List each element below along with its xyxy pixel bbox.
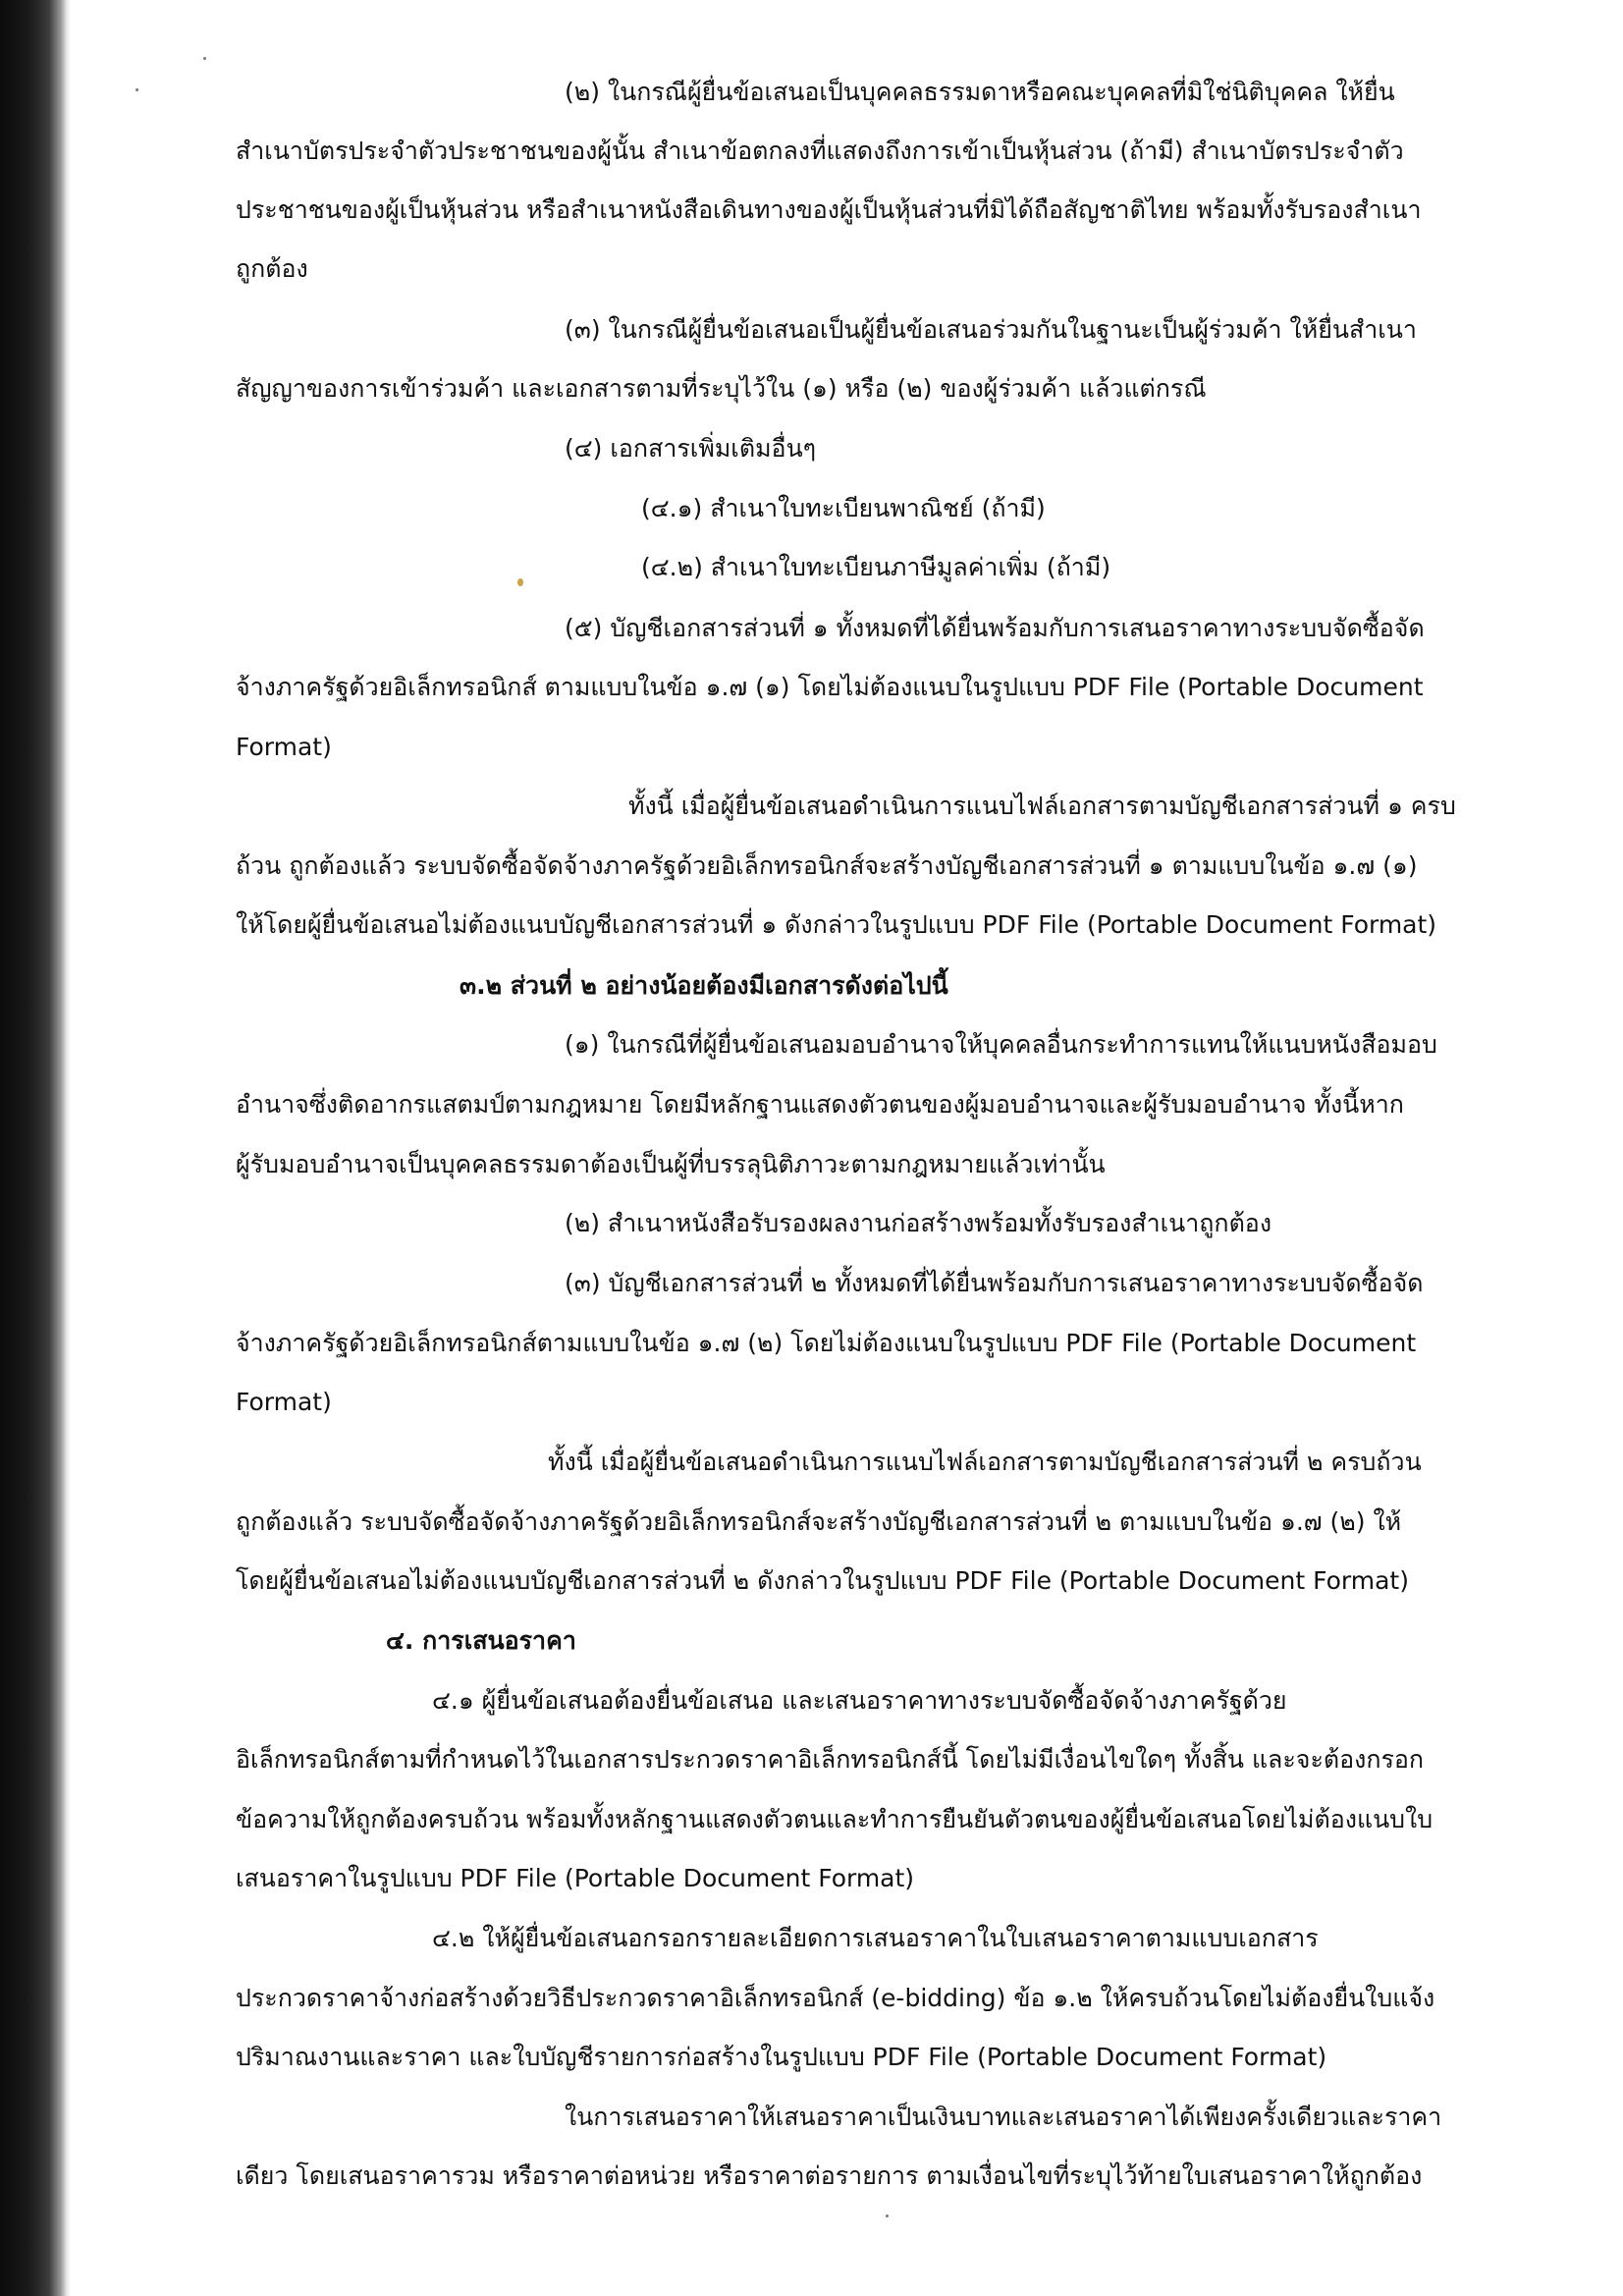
- text-line: จ้างภาครัฐด้วยอิเล็กทรอนิกส์ ตามแบบในข้อ ๑.๗ (๑) โดยไม่ต้องแนบในรูปแบบ PDF File (Portable Document: [236, 673, 1424, 701]
- note-part1-line: ทั้งนี้ เมื่อผู้ยื่นข้อเสนอดำเนินการแนบไฟล์เอกสารตามบัญชีเอกสารส่วนที่ ๑ ครบ: [628, 792, 1456, 820]
- text-line: ถูกต้องแล้ว ระบบจัดซื้อจัดจ้างภาครัฐด้วยอิเล็กทรอนิกส์จะสร้างบัญชีเอกสารส่วนที่ ๒ ตามแบบในข้อ ๑.๗ (๒) ให้: [236, 1507, 1402, 1536]
- scan-speck: [886, 2214, 889, 2217]
- part2-item-3-line: (๓) บัญชีเอกสารส่วนที่ ๒ ทั้งหมดที่ได้ยื่นพร้อมกับการเสนอราคาทางระบบจัดซื้อจัด: [565, 1269, 1424, 1297]
- item-2-heading-line: (๒) ในกรณีผู้ยื่นข้อเสนอเป็นบุคคลธรรมดาหรือคณะบุคคลที่มิใช่นิติบุคคล ให้ยื่น: [565, 78, 1395, 106]
- section-4-2-line: ๔.๒ ให้ผู้ยื่นข้อเสนอกรอกรายละเอียดการเสนอราคาในใบเสนอราคาตามแบบเอกสาร: [432, 1924, 1319, 1952]
- item-3-heading-line: (๓) ในกรณีผู้ยื่นข้อเสนอเป็นผู้ยื่นข้อเสนอร่วมกันในฐานะเป็นผู้ร่วมค้า ให้ยื่นสำเนา: [565, 315, 1417, 344]
- item-4-1-line: (๔.๑) สำเนาใบทะเบียนพาณิชย์ (ถ้ามี): [641, 494, 1046, 522]
- part2-item-1-line: (๑) ในกรณีที่ผู้ยื่นข้อเสนอมอบอำนาจให้บุคคลอื่นกระทำการแทนให้แนบหนังสือมอบ: [565, 1030, 1437, 1059]
- bid-currency-line: ในการเสนอราคาให้เสนอราคาเป็นเงินบาทและเสนอราคาได้เพียงครั้งเดียวและราคา: [565, 2103, 1442, 2131]
- section-4-heading: ๔. การเสนอราคา: [386, 1626, 576, 1655]
- scan-speck: [135, 88, 138, 91]
- text-line: อำนาจซึ่งติดอากรแสตมป์ตามกฎหมาย โดยมีหลักฐานแสดงตัวตนของผู้มอบอำนาจและผู้รับมอบอำนาจ ทั้งนี้หาก: [236, 1090, 1404, 1119]
- text-line: อิเล็กทรอนิกส์ตามที่กำหนดไว้ในเอกสารประกวดราคาอิเล็กทรอนิกส์นี้ โดยไม่มีเงื่อนไขใดๆ ทั้งสิ้น และจะต้องกรอก: [236, 1745, 1425, 1774]
- text-line: โดยผู้ยื่นข้อเสนอไม่ต้องแนบบัญชีเอกสารส่วนที่ ๒ ดังกล่าวในรูปแบบ PDF File (Portable Document Format): [236, 1566, 1409, 1595]
- text-line: เดียว โดยเสนอราคารวม หรือราคาต่อหน่วย หรือราคาต่อรายการ ตามเงื่อนไขที่ระบุไว้ท้ายใบเสนอราคาให้ถูกต้อง: [236, 2161, 1423, 2190]
- item-4-2-line: (๔.๒) สำเนาใบทะเบียนภาษีมูลค่าเพิ่ม (ถ้ามี): [641, 553, 1111, 581]
- text-line: ข้อความให้ถูกต้องครบถ้วน พร้อมทั้งหลักฐานแสดงตัวตนและทำการยืนยันตัวตนของผู้ยื่นข้อเสนอโดยไม่ต้องแนบใบ: [236, 1805, 1434, 1833]
- text-line: ประชาชนของผู้เป็นหุ้นส่วน หรือสำเนาหนังสือเดินทางของผู้เป็นหุ้นส่วนที่มิได้ถือสัญชาติไทย พร้อมทั้งรับรองสำเนา: [236, 195, 1422, 224]
- section-4-1-line: ๔.๑ ผู้ยื่นข้อเสนอต้องยื่นข้อเสนอ และเสนอราคาทางระบบจัดซื้อจัดจ้างภาครัฐด้วย: [432, 1686, 1287, 1715]
- text-line: ประกวดราคาจ้างก่อสร้างด้วยวิธีประกวดราคาอิเล็กทรอนิกส์ (e-bidding) ข้อ ๑.๒ ให้ครบถ้วนโดยไม่ต้องยื่นใบแจ้ง: [236, 1984, 1435, 2012]
- part2-item-2-line: (๒) สำเนาหนังสือรับรองผลงานก่อสร้างพร้อมทั้งรับรองสำเนาถูกต้อง: [565, 1209, 1272, 1237]
- text-line: ปริมาณงานและราคา และใบบัญชีรายการก่อสร้างในรูปแบบ PDF File (Portable Document Format): [236, 2043, 1327, 2071]
- text-line: สัญญาของการเข้าร่วมค้า และเอกสารตามที่ระบุไว้ใน (๑) หรือ (๒) ของผู้ร่วมค้า แล้วแต่กรณี: [236, 374, 1207, 403]
- text-line: ถูกต้อง: [236, 254, 308, 283]
- note-part2-line: ทั้งนี้ เมื่อผู้ยื่นข้อเสนอดำเนินการแนบไฟล์เอกสารตามบัญชีเอกสารส่วนที่ ๒ ครบถ้วน: [548, 1448, 1422, 1476]
- item-4-heading-line: (๔) เอกสารเพิ่มเติมอื่นๆ: [565, 434, 817, 463]
- text-line: สำเนาบัตรประจำตัวประชาชนของผู้นั้น สำเนาข้อตกลงที่แสดงถึงการเข้าเป็นหุ้นส่วน (ถ้ามี) สำเนาบัตรประจำตัว: [236, 137, 1404, 165]
- text-line: Format): [236, 733, 332, 761]
- text-line: เสนอราคาในรูปแบบ PDF File (Portable Document Format): [236, 1864, 915, 1892]
- text-line: ผู้รับมอบอำนาจเป็นบุคคลธรรมดาต้องเป็นผู้ที่บรรลุนิติภาวะตามกฎหมายแล้วเท่านั้น: [236, 1150, 1106, 1178]
- text-line: จ้างภาครัฐด้วยอิเล็กทรอนิกส์ตามแบบในข้อ ๑.๗ (๒) โดยไม่ต้องแนบในรูปแบบ PDF File (Portable Document: [236, 1329, 1417, 1357]
- item-5-heading-line: (๕) บัญชีเอกสารส่วนที่ ๑ ทั้งหมดที่ได้ยื่นพร้อมกับการเสนอราคาทางระบบจัดซื้อจัด: [565, 614, 1425, 642]
- text-line: ให้โดยผู้ยื่นข้อเสนอไม่ต้องแนบบัญชีเอกสารส่วนที่ ๑ ดังกล่าวในรูปแบบ PDF File (Portable Document Format): [236, 910, 1437, 939]
- scan-dot: [517, 578, 523, 586]
- text-line: Format): [236, 1388, 332, 1416]
- scan-speck: [203, 57, 206, 60]
- text-line: ถ้วน ถูกต้องแล้ว ระบบจัดซื้อจัดจ้างภาครัฐด้วยอิเล็กทรอนิกส์จะสร้างบัญชีเอกสารส่วนที่ ๑ ตามแบบในข้อ ๑.๗ (๑): [236, 851, 1418, 880]
- section-3-2-heading: ๓.๒ ส่วนที่ ๒ อย่างน้อยต้องมีเอกสารดังต่อไปนี้: [460, 971, 948, 1000]
